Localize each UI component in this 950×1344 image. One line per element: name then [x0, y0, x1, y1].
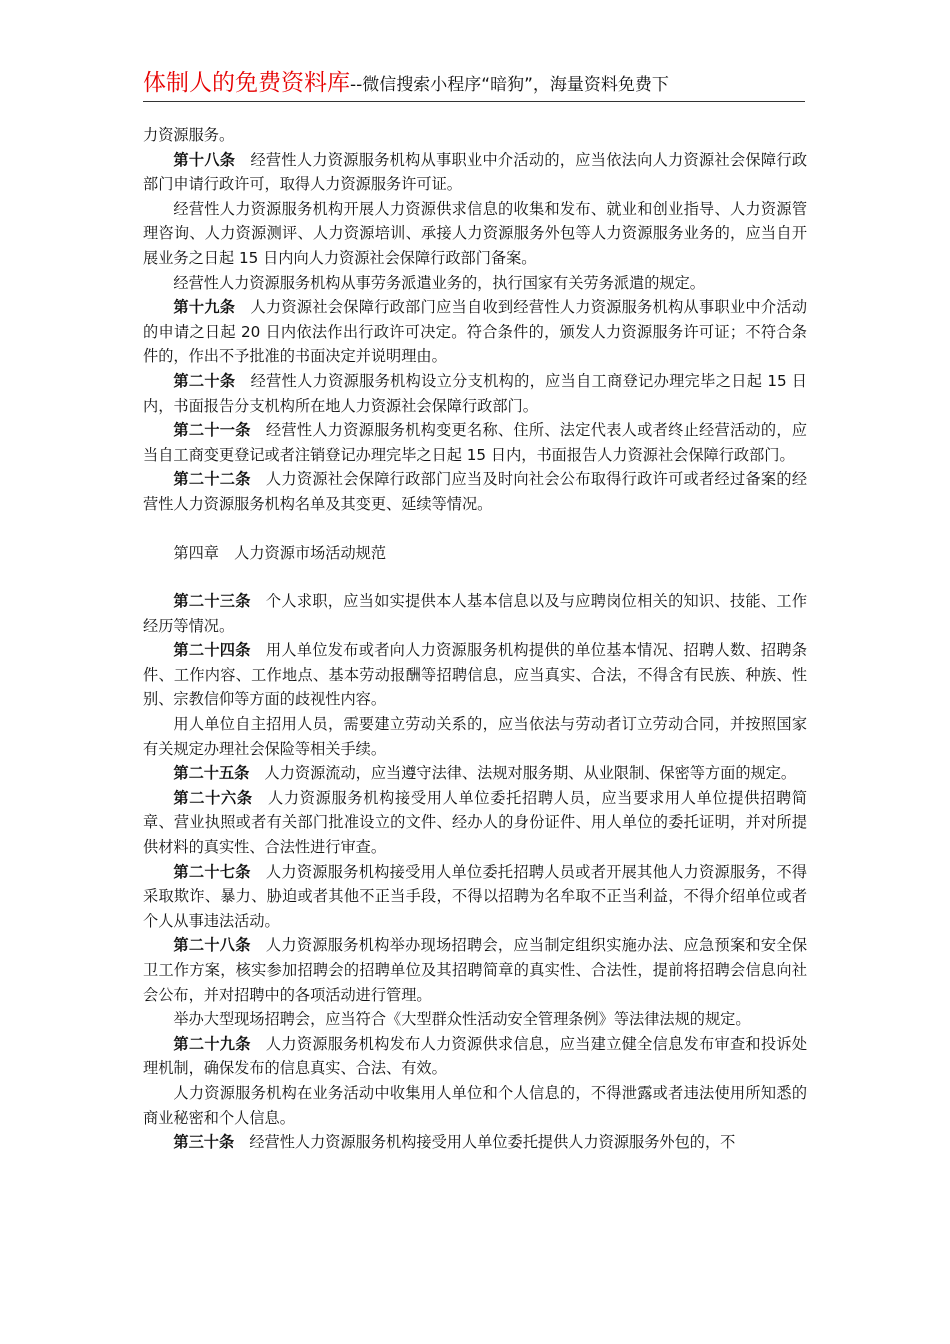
article-23	[143, 589, 807, 638]
article-text: 经营性人力资源服务机构设立分支机构的，应当自工商登记办理完毕之日起 15 日内，书面报告分支机构所在地人力资源社会保障行政部门。	[143, 371, 807, 415]
article-number: 第二十一条	[173, 421, 251, 440]
article-26	[143, 786, 807, 860]
article-18	[143, 148, 807, 197]
article-22	[143, 467, 807, 516]
article-number: 第十九条	[173, 298, 236, 317]
article-27	[143, 860, 807, 934]
paragraph: 力资源服务。	[143, 126, 235, 144]
article-text: 人力资源服务机构举办现场招聘会，应当制定组织实施办法、应急预案和安全保卫工作方案，核实参加招聘会的招聘单位及其招聘简章的真实性、合法性，提前将招聘会信息向社会公布，并对招聘中的各项活动进行管理。	[143, 936, 808, 1004]
article-text: 人力资源服务机构接受用人单位委托招聘人员，应当要求用人单位提供招聘简章、营业执照或者有关部门批准设立的文件、经办人的身份证件、用人单位的委托证明，并对所提供材料的真实性、合法性进行审查。	[143, 788, 808, 857]
chapter-heading: 第四章 人力资源市场活动规范	[173, 543, 387, 562]
paragraph: 人力资源服务机构在业务活动中收集用人单位和个人信息的，不得泄露或者违法使用所知悉的商业秘密和个人信息。	[143, 1083, 807, 1127]
article-text: 人力资源服务机构接受用人单位委托招聘人员或者开展其他人力资源服务，不得采取欺诈、暴力、胁迫或者其他不正当手段，不得以招聘为名牟取不正当利益，不得介绍单位或者个人从事违法活动。	[143, 862, 808, 930]
document-body	[143, 123, 807, 1155]
article-number: 第十八条	[173, 150, 236, 169]
article-text: 人力资源社会保障行政部门应当及时向社会公布取得行政许可或者经过备案的经营性人力资源服务机构名单及其变更、延续等情况。	[143, 470, 808, 513]
page-header	[143, 66, 805, 102]
article-number: 第二十三条	[173, 592, 251, 611]
article-30	[143, 1130, 807, 1155]
article-20	[143, 369, 807, 418]
article-number: 第二十九条	[173, 1034, 251, 1053]
article-text: 经营性人力资源服务机构从事职业中介活动的，应当依法向人力资源社会保障行政部门申请行政许可，取得人力资源服务许可证。	[143, 150, 808, 194]
article-24	[143, 638, 807, 712]
article-25	[143, 761, 807, 786]
article-21	[143, 418, 807, 467]
article-text: 经营性人力资源服务机构接受用人单位委托提供人力资源服务外包的，不	[249, 1133, 736, 1152]
article-28	[143, 933, 807, 1007]
header-brand: 体制人的免费资料库	[143, 70, 350, 96]
article-19	[143, 295, 807, 369]
article-number: 第三十条	[173, 1133, 235, 1152]
article-number: 第二十七条	[173, 862, 251, 881]
article-text: 人力资源社会保障行政部门应当自收到经营性人力资源服务机构从事职业中介活动的申请之日起 20 日内依法作出行政许可决定。符合条件的，颁发人力资源服务许可证；不符合条件的，作出不予批准的书面决定并说明理由。	[143, 298, 808, 366]
article-number: 第二十六条	[173, 788, 253, 807]
paragraph: 用人单位自主招用人员，需要建立劳动关系的，应当依法与劳动者订立劳动合同，并按照国家有关规定办理社会保险等相关手续。	[143, 715, 807, 758]
paragraph: 经营性人力资源服务机构从事劳务派遣业务的，执行国家有关劳务派遣的规定。	[173, 273, 705, 292]
article-number: 第二十五条	[173, 764, 250, 783]
article-29	[143, 1032, 807, 1081]
paragraph: 经营性人力资源服务机构开展人力资源供求信息的收集和发布、就业和创业指导、人力资源管理咨询、人力资源测评、人力资源培训、承接人力资源服务外包等人力资源服务业务的，应当自开展业务之日起 15 日内向人力资源社会保障行政部门备案。	[143, 199, 807, 267]
article-text: 经营性人力资源服务机构变更名称、住所、法定代表人或者终止经营活动的，应当自工商变更登记或者注销登记办理完毕之日起 15 日内，书面报告人力资源社会保障行政部门。	[143, 421, 808, 464]
article-number: 第二十二条	[173, 470, 251, 489]
article-number: 第二十四条	[173, 641, 251, 660]
article-text: 个人求职，应当如实提供本人基本信息以及与应聘岗位相关的知识、技能、工作经历等情况。	[143, 592, 808, 635]
article-number: 第二十条	[173, 371, 236, 390]
header-subtitle: --微信搜索小程序“暗狗”，海量资料免费下	[350, 75, 669, 95]
article-text: 用人单位发布或者向人力资源服务机构提供的单位基本情况、招聘人数、招聘条件、工作内容、工作地点、基本劳动报酬等招聘信息，应当真实、合法，不得含有民族、种族、性别、宗教信仰等方面的歧视性内容。	[143, 641, 808, 709]
paragraph: 举办大型现场招聘会，应当符合《大型群众性活动安全管理条例》等法律法规的规定。	[173, 1010, 751, 1029]
article-text: 人力资源服务机构发布人力资源供求信息，应当建立健全信息发布审查和投诉处理机制，确保发布的信息真实、合法、有效。	[143, 1034, 808, 1078]
article-text: 人力资源流动，应当遵守法律、法规对服务期、从业限制、保密等方面的规定。	[264, 764, 797, 783]
article-number: 第二十八条	[173, 936, 251, 955]
